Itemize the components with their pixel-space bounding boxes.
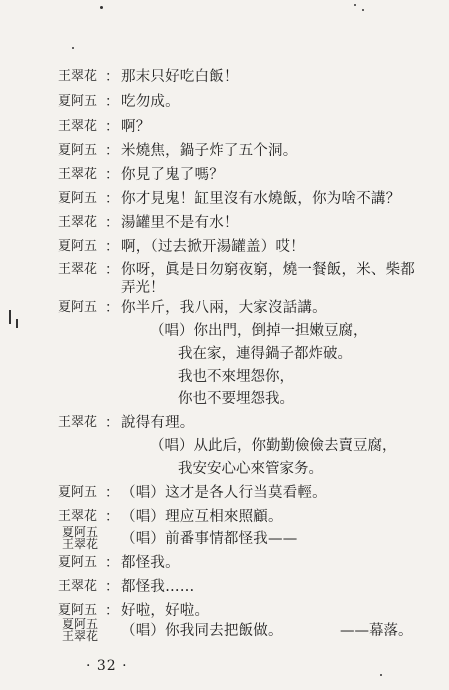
- speaker-name: 夏阿五: [62, 617, 99, 631]
- dialogue-text: （唱）这才是各人行当莫看輕。: [121, 485, 327, 501]
- colon: ：: [105, 94, 119, 110]
- speaker-name: 夏阿五: [58, 485, 98, 500]
- dialogue-text: 弄光！: [121, 280, 165, 296]
- dialogue-text: 你呀，眞是日勿窮夜窮，燒一餐飯，米、柴都: [121, 262, 415, 278]
- colon: ：: [105, 119, 119, 135]
- speaker-name: 王翠花: [58, 262, 98, 277]
- speaker-name: 夏阿五: [58, 300, 98, 315]
- dialogue-text: （唱）你我同去把飯做。: [121, 623, 283, 639]
- speaker-name: 王翠花: [58, 167, 98, 182]
- dialogue-text: 那末只好吃白飯！: [121, 69, 239, 85]
- speaker-name: 夏阿五: [58, 143, 98, 158]
- dialogue-text: 你才見鬼！缸里沒有水燒飯，你为啥不講？: [121, 191, 401, 207]
- dialogue-text: 你半斤，我八兩，大家沒話講。: [121, 300, 327, 316]
- song-text: 我也不來埋怨你，: [178, 369, 294, 385]
- song-text: 你也不要埋怨我。: [178, 391, 294, 407]
- speaker-name-duet: [62, 526, 120, 550]
- scan-speck: [380, 674, 382, 676]
- dialogue-text: 湯罐里不是有水！: [121, 215, 239, 231]
- dialogue-text: （唱）前番事情都怪我——: [121, 531, 298, 547]
- speaker-name: 夏阿五: [58, 191, 98, 206]
- colon: ：: [105, 239, 119, 255]
- speaker-name: 夏阿五: [58, 239, 98, 254]
- dialogue-text: 好啦，好啦。: [121, 603, 210, 619]
- speaker-name: 夏阿五: [58, 94, 98, 109]
- speaker-name: 王翠花: [62, 629, 99, 643]
- dialogue-text: 吃勿成。: [121, 94, 180, 110]
- colon: ：: [105, 191, 119, 207]
- scan-speck: [354, 4, 356, 6]
- speaker-name-duet: [62, 618, 120, 642]
- page-number: · 32 ·: [86, 658, 128, 674]
- scan-speck: [9, 310, 11, 324]
- scan-speck: [100, 6, 103, 9]
- song-text: （唱）从此后，你勤勤儉儉去賣豆腐，: [150, 438, 397, 454]
- colon: ：: [105, 143, 119, 159]
- dialogue-text: 啊？: [121, 119, 151, 135]
- speaker-name: 王翠花: [58, 69, 98, 84]
- speaker-name: 夏阿五: [58, 555, 98, 570]
- speaker-name: 王翠花: [58, 415, 98, 430]
- colon: ：: [105, 69, 119, 85]
- colon: ：: [105, 485, 119, 501]
- speaker-name: 王翠花: [58, 579, 98, 594]
- colon: ：: [105, 300, 119, 316]
- dialogue-text: （唱）理应互相來照顧。: [121, 509, 283, 525]
- dialogue-text: 都怪我……: [121, 579, 195, 595]
- dialogue-text: 啊，（过去掀开湯罐盖）哎！: [121, 239, 305, 255]
- speaker-name: 夏阿五: [58, 603, 98, 618]
- speaker-name: 王翠花: [62, 537, 99, 551]
- speaker-name: 王翠花: [58, 119, 98, 134]
- stage-direction: ——幕落。: [340, 623, 413, 639]
- colon: ：: [105, 603, 119, 619]
- dialogue-text: 說得有理。: [121, 415, 195, 431]
- colon: ：: [105, 262, 119, 278]
- dialogue-text: 米燒焦，鍋子炸了五个洞。: [121, 143, 298, 159]
- song-text: （唱）你出門，倒掉一担嫩豆腐，: [150, 323, 368, 339]
- speaker-name: 王翠花: [58, 509, 98, 524]
- scan-speck: [16, 319, 18, 328]
- dialogue-text: 你見了鬼了嗎？: [121, 167, 224, 183]
- speaker-name: 王翠花: [58, 215, 98, 230]
- colon: ：: [105, 509, 119, 525]
- speaker-name: 夏阿五: [62, 525, 99, 539]
- dialogue-text: 都怪我。: [121, 555, 180, 571]
- song-text: 我在家，連得鍋子都炸破。: [178, 346, 352, 362]
- colon: ：: [105, 555, 119, 571]
- song-text: 我安安心心來管家务。: [178, 461, 323, 477]
- scan-speck: [72, 47, 74, 49]
- colon: ：: [105, 579, 119, 595]
- colon: ：: [105, 415, 119, 431]
- colon: ：: [105, 215, 119, 231]
- colon: ：: [105, 167, 119, 183]
- scan-speck: [362, 9, 364, 11]
